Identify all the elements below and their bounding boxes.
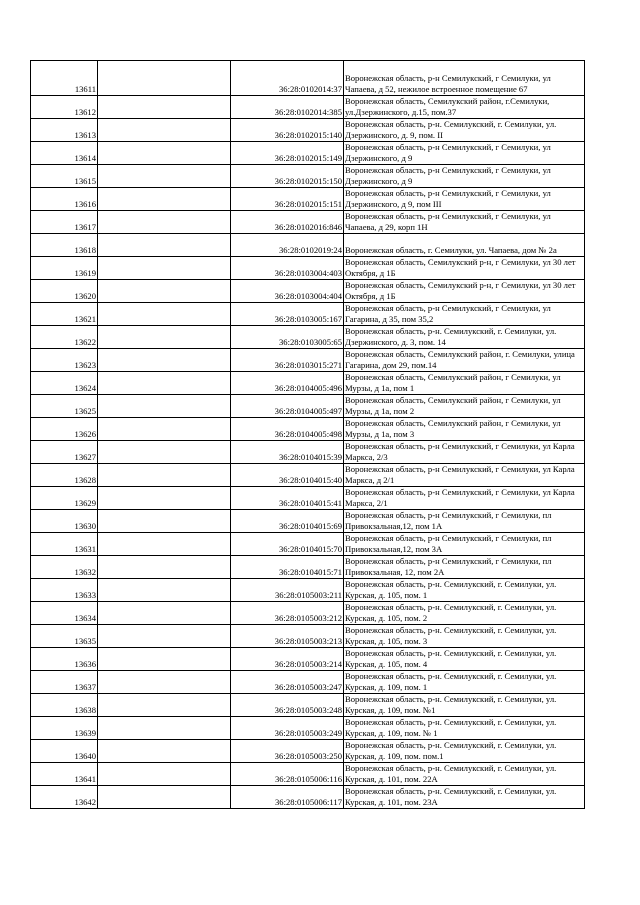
- row-number-cell: 13638: [31, 694, 98, 717]
- registry-table-body: [31, 61, 585, 809]
- address-cell: Воронежская область, р-н Семилукский, г Семилуки, ул Карла Маркса, 2/1: [344, 487, 585, 510]
- cadastral-number-cell: 36:28:0104005:497: [231, 395, 344, 418]
- empty-cell: [98, 786, 231, 809]
- address-cell: Воронежская область, Семилукский район, г Семилуки, ул Мурзы, д 1а, пом 1: [344, 372, 585, 395]
- table-row: [31, 717, 585, 740]
- cadastral-number-cell: 36:28:0105003:249: [231, 717, 344, 740]
- empty-cell: [98, 533, 231, 556]
- address-cell: Воронежская область, р-н Семилукский, г Семилуки, ул Дзержинского, д 9: [344, 142, 585, 165]
- row-number-cell: 13616: [31, 188, 98, 211]
- empty-cell: [98, 579, 231, 602]
- address-cell: Воронежская область, р-н Семилукский, г Семилуки, ул Дзержинского, д 9, пом III: [344, 188, 585, 211]
- empty-cell: [98, 280, 231, 303]
- cadastral-number-cell: 36:28:0104015:69: [231, 510, 344, 533]
- cadastral-number-cell: 36:28:0105003:248: [231, 694, 344, 717]
- table-row: [31, 326, 585, 349]
- address-cell: Воронежская область, р-н Семилукский, г Семилуки, ул Карла Маркса, д 2/1: [344, 464, 585, 487]
- cadastral-number-cell: 36:28:0105006:116: [231, 763, 344, 786]
- address-cell: Воронежская область, Семилукский район, г. Семилуки, улица Гагарина, дом 29, пом.14: [344, 349, 585, 372]
- address-cell: Воронежская область, р-н. Семилукский, г. Семилуки, ул. Курская, д. 105, пом. 3: [344, 625, 585, 648]
- cadastral-number-cell: 36:28:0104005:496: [231, 372, 344, 395]
- address-cell: Воронежская область, р-н. Семилукский, г. Семилуки, ул. Курская, д. 109, пом. пом.1: [344, 740, 585, 763]
- empty-cell: [98, 671, 231, 694]
- row-number-cell: 13640: [31, 740, 98, 763]
- cadastral-number-cell: 36:28:0104015:71: [231, 556, 344, 579]
- row-number-cell: 13634: [31, 602, 98, 625]
- row-number-cell: 13633: [31, 579, 98, 602]
- table-row: [31, 487, 585, 510]
- cadastral-number-cell: 36:28:0103004:403: [231, 257, 344, 280]
- row-number-cell: 13615: [31, 165, 98, 188]
- cadastral-number-cell: 36:28:0103005:65: [231, 326, 344, 349]
- table-row: [31, 556, 585, 579]
- empty-cell: [98, 326, 231, 349]
- cadastral-number-cell: 36:28:0102015:151: [231, 188, 344, 211]
- cadastral-number-cell: 36:28:0105003:247: [231, 671, 344, 694]
- address-cell: Воронежская область, р-н. Семилукский, г. Семилуки, ул. Курская, д. 109, пом. № 1: [344, 717, 585, 740]
- empty-cell: [98, 349, 231, 372]
- address-cell: Воронежская область, Семилукский район, г Семилуки, ул Мурзы, д 1а, пом 2: [344, 395, 585, 418]
- table-row: [31, 142, 585, 165]
- address-cell: Воронежская область, р-н Семилукский, г Семилуки, пл Привокзальная, 12, пом 2А: [344, 556, 585, 579]
- address-cell: Воронежская область, р-н. Семилукский, г. Семилуки, ул. Дзержинского, д. 3, пом. 14: [344, 326, 585, 349]
- table-row: [31, 280, 585, 303]
- address-cell: Воронежская область, р-н Семилукский, г Семилуки, пл Привокзальная,12, пом 1А: [344, 510, 585, 533]
- cadastral-number-cell: 36:28:0104005:498: [231, 418, 344, 441]
- row-number-cell: 13632: [31, 556, 98, 579]
- row-number-cell: 13631: [31, 533, 98, 556]
- row-number-cell: 13642: [31, 786, 98, 809]
- address-cell: Воронежская область, р-н. Семилукский, г. Семилуки, ул. Курская, д. 105, пом. 1: [344, 579, 585, 602]
- row-number-cell: 13614: [31, 142, 98, 165]
- table-row: [31, 740, 585, 763]
- row-number-cell: 13621: [31, 303, 98, 326]
- document-page: [30, 60, 585, 809]
- address-cell: Воронежская область, Семилукский р-н, г Семилуки, ул 30 лет Октября, д 1Б: [344, 280, 585, 303]
- table-row: [31, 234, 585, 257]
- row-number-cell: 13623: [31, 349, 98, 372]
- address-cell: Воронежская область, г. Семилуки, ул. Чапаева, дом № 2а: [344, 234, 585, 257]
- row-number-cell: 13611: [31, 61, 98, 96]
- table-row: [31, 165, 585, 188]
- registry-table: [30, 60, 585, 809]
- cadastral-number-cell: 36:28:0104015:41: [231, 487, 344, 510]
- empty-cell: [98, 763, 231, 786]
- row-number-cell: 13627: [31, 441, 98, 464]
- empty-cell: [98, 740, 231, 763]
- row-number-cell: 13637: [31, 671, 98, 694]
- row-number-cell: 13617: [31, 211, 98, 234]
- empty-cell: [98, 96, 231, 119]
- empty-cell: [98, 717, 231, 740]
- empty-cell: [98, 372, 231, 395]
- address-cell: Воронежская область, р-н. Семилукский, г. Семилуки, ул. Курская, д. 109, пом. №1: [344, 694, 585, 717]
- row-number-cell: 13629: [31, 487, 98, 510]
- table-row: [31, 648, 585, 671]
- empty-cell: [98, 510, 231, 533]
- row-number-cell: 13624: [31, 372, 98, 395]
- empty-cell: [98, 648, 231, 671]
- row-number-cell: 13620: [31, 280, 98, 303]
- cadastral-number-cell: 36:28:0104015:40: [231, 464, 344, 487]
- row-number-cell: 13630: [31, 510, 98, 533]
- row-number-cell: 13626: [31, 418, 98, 441]
- table-row: [31, 395, 585, 418]
- cadastral-number-cell: 36:28:0102019:24: [231, 234, 344, 257]
- empty-cell: [98, 119, 231, 142]
- empty-cell: [98, 694, 231, 717]
- empty-cell: [98, 165, 231, 188]
- empty-cell: [98, 257, 231, 280]
- row-number-cell: 13622: [31, 326, 98, 349]
- address-cell: Воронежская область, р-н Семилукский, г Семилуки, ул Чапаева, д 52, нежилое встроенное помещение 67: [344, 61, 585, 96]
- cadastral-number-cell: 36:28:0104015:39: [231, 441, 344, 464]
- table-row: [31, 119, 585, 142]
- table-row: [31, 579, 585, 602]
- row-number-cell: 13641: [31, 763, 98, 786]
- cadastral-number-cell: 36:28:0103005:167: [231, 303, 344, 326]
- cadastral-number-cell: 36:28:0105006:117: [231, 786, 344, 809]
- cadastral-number-cell: 36:28:0105003:214: [231, 648, 344, 671]
- table-row: [31, 602, 585, 625]
- address-cell: Воронежская область, р-н. Семилукский, г. Семилуки, ул. Курская, д. 101, пом. 23А: [344, 786, 585, 809]
- cadastral-number-cell: 36:28:0102014:385: [231, 96, 344, 119]
- cadastral-number-cell: 36:28:0105003:213: [231, 625, 344, 648]
- empty-cell: [98, 418, 231, 441]
- table-row: [31, 786, 585, 809]
- address-cell: Воронежская область, р-н. Семилукский, г. Семилуки, ул. Курская, д. 105, пом. 2: [344, 602, 585, 625]
- empty-cell: [98, 61, 231, 96]
- table-row: [31, 211, 585, 234]
- row-number-cell: 13612: [31, 96, 98, 119]
- table-row: [31, 372, 585, 395]
- cadastral-number-cell: 36:28:0103015:271: [231, 349, 344, 372]
- address-cell: Воронежская область, р-н Семилукский, г Семилуки, ул Чапаева, д 29, корп 1Н: [344, 211, 585, 234]
- cadastral-number-cell: 36:28:0105003:212: [231, 602, 344, 625]
- empty-cell: [98, 142, 231, 165]
- table-row: [31, 96, 585, 119]
- empty-cell: [98, 303, 231, 326]
- cadastral-number-cell: 36:28:0102014:37: [231, 61, 344, 96]
- cadastral-number-cell: 36:28:0105003:211: [231, 579, 344, 602]
- table-row: [31, 303, 585, 326]
- cadastral-number-cell: 36:28:0105003:250: [231, 740, 344, 763]
- cadastral-number-cell: 36:28:0103004:404: [231, 280, 344, 303]
- empty-cell: [98, 464, 231, 487]
- address-cell: Воронежская область, р-н. Семилукский, г. Семилуки, ул. Курская, д. 109, пом. 1: [344, 671, 585, 694]
- empty-cell: [98, 188, 231, 211]
- table-row: [31, 257, 585, 280]
- row-number-cell: 13613: [31, 119, 98, 142]
- table-row: [31, 763, 585, 786]
- empty-cell: [98, 441, 231, 464]
- empty-cell: [98, 602, 231, 625]
- cadastral-number-cell: 36:28:0102015:150: [231, 165, 344, 188]
- address-cell: Воронежская область, р-н. Семилукский, г. Семилуки, ул. Курская, д. 105, пом. 4: [344, 648, 585, 671]
- table-row: [31, 418, 585, 441]
- row-number-cell: 13618: [31, 234, 98, 257]
- empty-cell: [98, 234, 231, 257]
- row-number-cell: 13636: [31, 648, 98, 671]
- address-cell: Воронежская область, Семилукский р-н, г Семилуки, ул 30 лет Октября, д 1Б: [344, 257, 585, 280]
- address-cell: Воронежская область, р-н Семилукский, г Семилуки, ул Карла Маркса, 2/3: [344, 441, 585, 464]
- table-row: [31, 349, 585, 372]
- table-row: [31, 441, 585, 464]
- address-cell: Воронежская область, р-н Семилукский, г Семилуки, ул Дзержинского, д 9: [344, 165, 585, 188]
- row-number-cell: 13625: [31, 395, 98, 418]
- table-row: [31, 671, 585, 694]
- table-row: [31, 61, 585, 96]
- cadastral-number-cell: 36:28:0102015:149: [231, 142, 344, 165]
- cadastral-number-cell: 36:28:0102016:846: [231, 211, 344, 234]
- cadastral-number-cell: 36:28:0102015:140: [231, 119, 344, 142]
- empty-cell: [98, 625, 231, 648]
- table-row: [31, 533, 585, 556]
- empty-cell: [98, 487, 231, 510]
- empty-cell: [98, 556, 231, 579]
- address-cell: Воронежская область, р-н. Семилукский, г. Семилуки, ул. Курская, д. 101, пом. 22А: [344, 763, 585, 786]
- address-cell: Воронежская область, р-н. Семилукский, г. Семилуки, ул. Дзержинского, д. 9, пом. II: [344, 119, 585, 142]
- address-cell: Воронежская область, Семилукский район, г.Семилуки, ул.Дзержинского, д.15, пом.37: [344, 96, 585, 119]
- address-cell: Воронежская область, р-н Семилукский, г Семилуки, ул Гагарина, д 35, пом 35,2: [344, 303, 585, 326]
- table-row: [31, 625, 585, 648]
- empty-cell: [98, 211, 231, 234]
- address-cell: Воронежская область, р-н Семилукский, г Семилуки, пл Привокзальная,12, пом 3А: [344, 533, 585, 556]
- table-row: [31, 464, 585, 487]
- table-row: [31, 188, 585, 211]
- address-cell: Воронежская область, Семилукский район, г Семилуки, ул Мурзы, д 1а, пом 3: [344, 418, 585, 441]
- table-row: [31, 510, 585, 533]
- row-number-cell: 13635: [31, 625, 98, 648]
- row-number-cell: 13619: [31, 257, 98, 280]
- row-number-cell: 13639: [31, 717, 98, 740]
- row-number-cell: 13628: [31, 464, 98, 487]
- cadastral-number-cell: 36:28:0104015:70: [231, 533, 344, 556]
- empty-cell: [98, 395, 231, 418]
- table-row: [31, 694, 585, 717]
